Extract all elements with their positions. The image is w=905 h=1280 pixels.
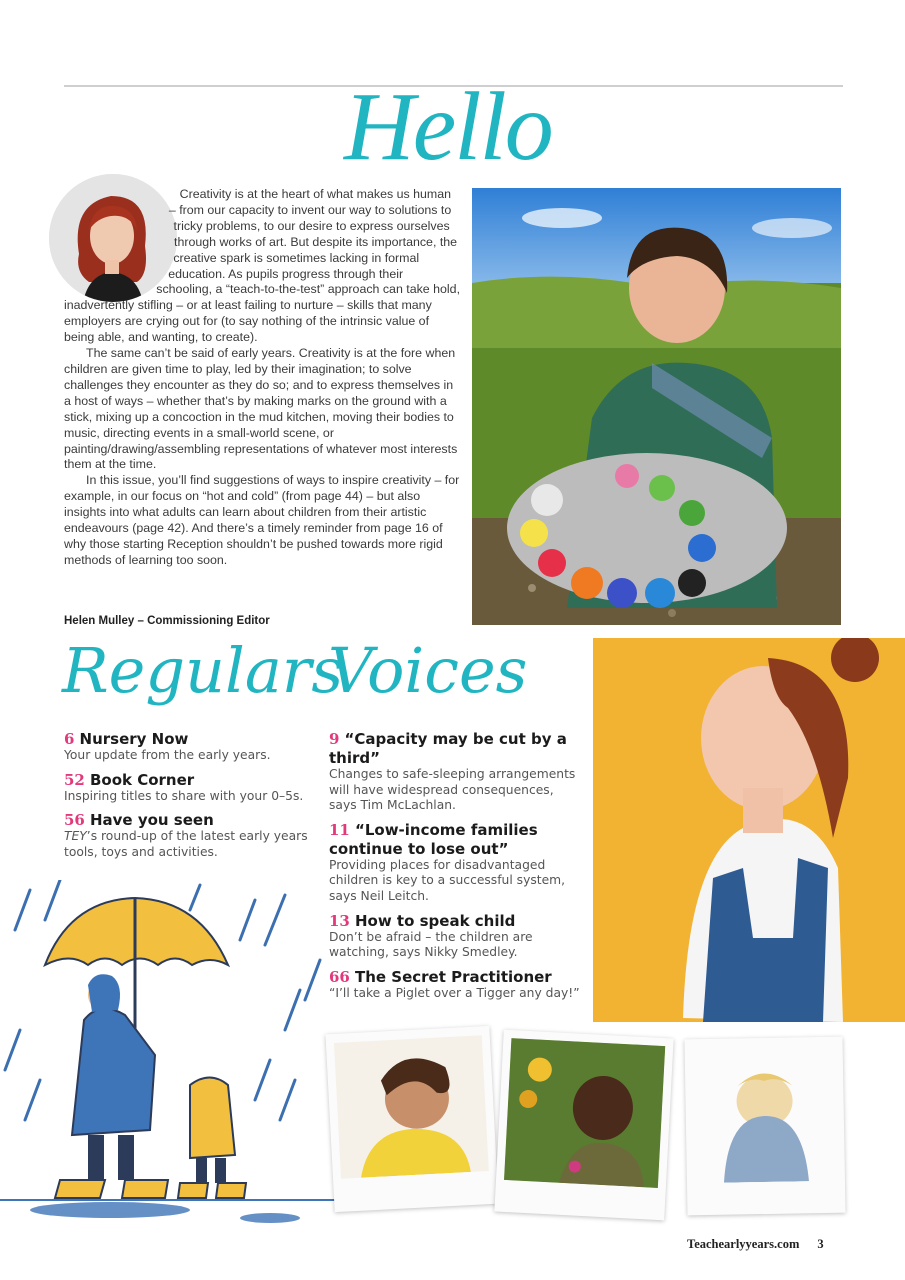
page-number: 13: [329, 911, 350, 930]
editorial-paragraph: Creativity is at the heart of what makes us human – from our capacity to invent our way to solutions to tricky problems, to our desire to express ourselves through works of art. But despite its importance, the creative spark is sometimes lacking in formal education. As pupils progress through their schooling, a “teach-to-the-test” approach can take hold, inadvertently stifling – or at least failing to nurture – skills that many employers are crying out for (to say nothing of the intrinsic value of being able, and wanting, to create).: [64, 187, 461, 345]
page-number: 66: [329, 967, 350, 986]
item-description: Providing places for disadvantaged children is key to a successful system, says Neil Leitch.: [329, 857, 566, 903]
list-item[interactable]: [329, 820, 584, 905]
voices-heading: Voices: [328, 634, 528, 707]
regulars-list: [64, 729, 314, 866]
polaroid-photo-1: [325, 1026, 498, 1212]
page-number: 52: [64, 770, 85, 789]
page-title: Hello: [344, 73, 552, 181]
item-description: Don’t be afraid – the children are watching, says Nikky Smedley.: [329, 929, 533, 960]
page-number: 11: [329, 820, 350, 839]
page-number: 6: [64, 730, 75, 748]
item-title: How to speak child: [354, 911, 516, 930]
item-description: “I’ll take a Piglet over a Tigger any day!”: [329, 985, 580, 1000]
child-painting-photo: [472, 188, 841, 625]
editorial-article: [64, 187, 460, 569]
footer-website: Teachearlyyears.com: [687, 1237, 800, 1251]
item-title: Have you seen: [89, 811, 214, 830]
item-title: The Secret Practitioner: [354, 967, 552, 986]
item-title: “Capacity may be cut by a third”: [329, 730, 567, 767]
magazine-abbrev: TEY: [64, 829, 87, 844]
list-item[interactable]: [64, 770, 314, 805]
item-title: Book Corner: [89, 770, 195, 789]
item-title: “Low-income families continue to lose out”: [329, 820, 538, 858]
girl-yellow-background-photo: [593, 638, 905, 1022]
item-title: Nursery Now: [79, 730, 189, 748]
voices-list: [329, 729, 584, 1007]
item-description: Your update from the early years.: [64, 748, 271, 762]
regulars-heading: Regulars: [62, 634, 344, 707]
page-number: 9: [329, 730, 340, 748]
item-description-text: ’s round-up of the latest early years tools, toys and activities.: [64, 829, 308, 859]
item-description: Inspiring titles to share with your 0–5s.: [64, 788, 304, 803]
page-number-footer: 3: [817, 1237, 824, 1251]
page-number: 56: [64, 811, 85, 830]
editorial-paragraph: The same can’t be said of early years. Creativity is at the fore when children are given time to play, led by their imagination; to solve challenges they encounter as they do so; and to express themselves in a host of ways – whether that’s by making marks on the ground with a stick, mixing up a concoction in the mud kitchen, moving their bodies to music, directing events in a small-world scene, or painting/drawing/assembling representations of whatever most interests them at the time.: [64, 346, 458, 472]
item-description: [64, 829, 314, 860]
editor-signature: Helen Mulley – Commissioning Editor: [64, 615, 270, 627]
list-item[interactable]: [64, 729, 314, 764]
page-footer: [687, 1237, 824, 1252]
list-item[interactable]: [329, 729, 584, 814]
polaroid-photo-2: [494, 1030, 673, 1221]
editorial-paragraph: In this issue, you’ll find suggestions of ways to inspire creativity – for example, in our focus on “hot and cold” (from page 44) – but also insights into what adults can learn about children from their artistic endeavours (page 42). And there’s a timely reminder from page 16 of why those starting Reception shouldn’t be pushed towards more rigid methods of learning too soon.: [64, 473, 460, 567]
list-item[interactable]: [64, 810, 314, 860]
list-item[interactable]: [329, 967, 584, 1002]
item-description: Changes to safe-sleeping arrangements will have widespread consequences, says Tim McLachlan.: [329, 767, 576, 813]
umbrella-rain-illustration: [0, 880, 335, 1225]
list-item[interactable]: [329, 911, 584, 961]
avatar-wrap-space: [52, 175, 174, 297]
polaroid-photo-3: [684, 1037, 845, 1216]
